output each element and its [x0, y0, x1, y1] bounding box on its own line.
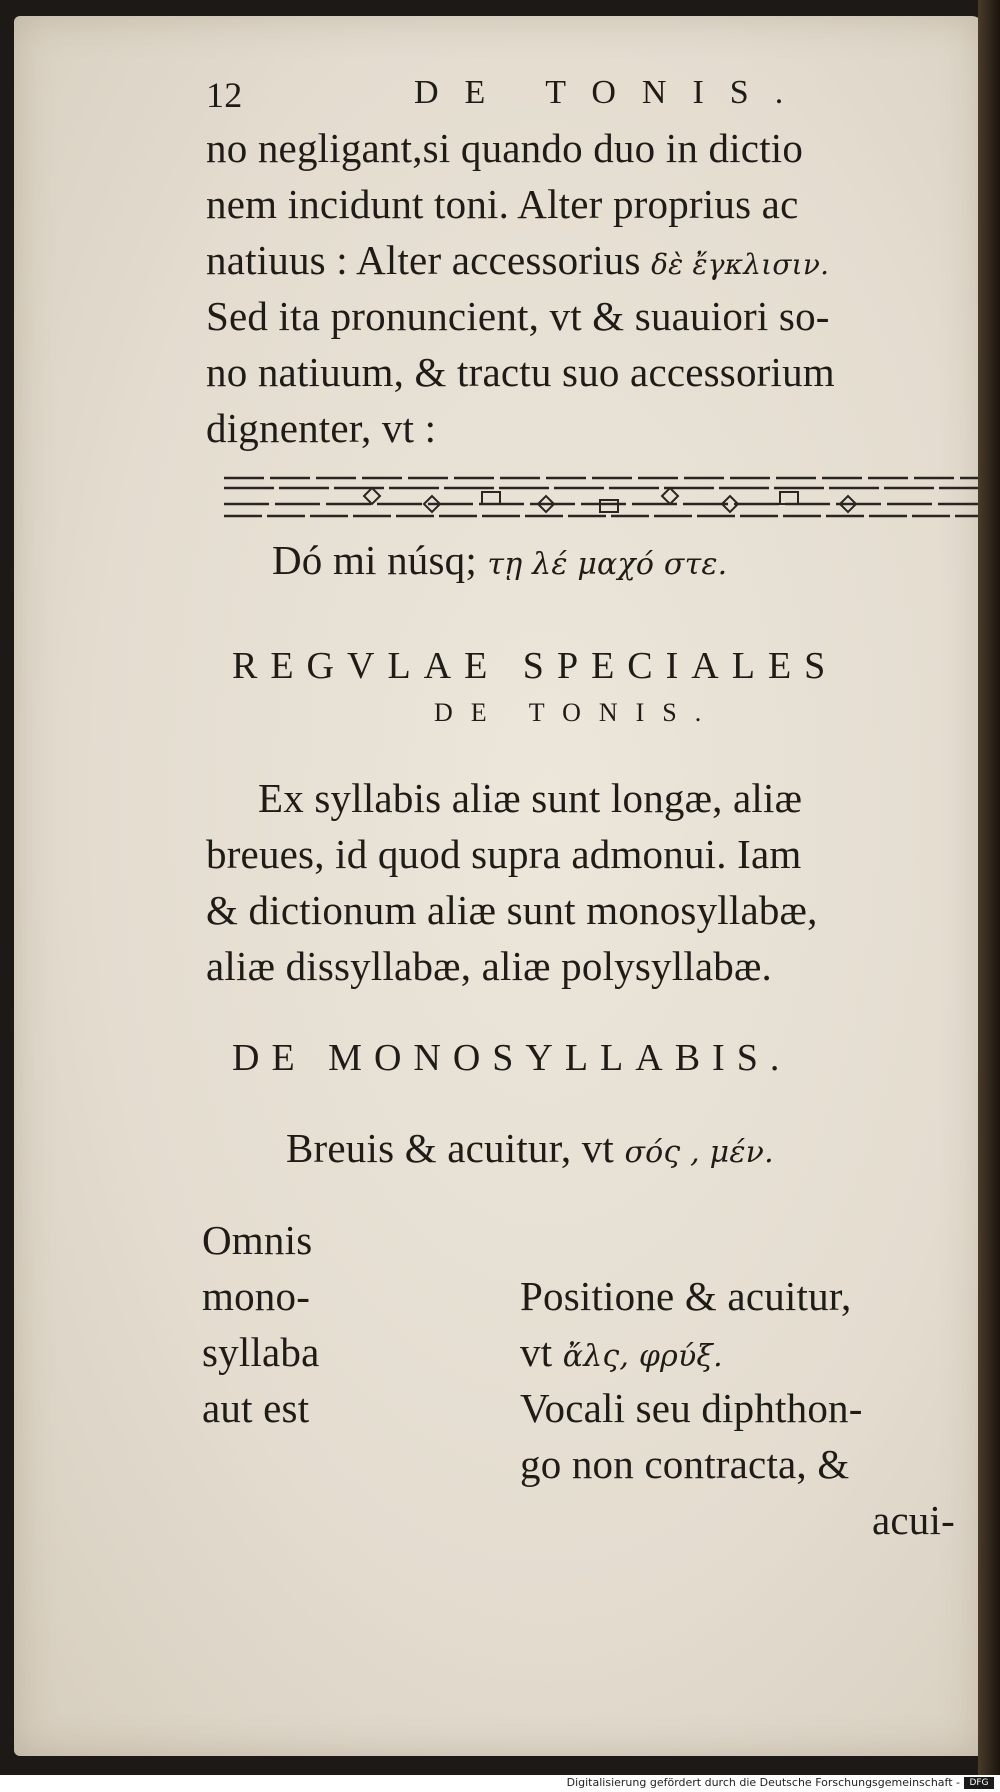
- book-page: [14, 16, 982, 1756]
- left-column-line-3: syllaba: [202, 1329, 320, 1375]
- text-line-1: no negligant,si quando duo in dictio: [206, 125, 804, 171]
- left-column-line-2: mono-: [202, 1273, 311, 1319]
- right-column-line-3: Vocali seu diphthon-: [520, 1385, 863, 1431]
- text-line-3: [206, 236, 829, 284]
- rule-breuis: [286, 1124, 774, 1172]
- section-subheading-de-tonis: DE TONIS.: [434, 698, 720, 727]
- text-line-5: no natiuum, & tractu suo accessorium: [206, 349, 835, 395]
- page-number: 12: [206, 75, 243, 115]
- rule-breuis-greek: σός , μέν.: [624, 1135, 774, 1170]
- music-example-lyrics: [272, 536, 727, 584]
- right-column-line-2-greek: ἄλς, φρύξ.: [562, 1339, 723, 1374]
- paragraph-line-4: aliæ dissyllabæ, aliæ polysyllabæ.: [206, 943, 773, 989]
- right-column-line-1: Positione & acuitur,: [520, 1273, 852, 1319]
- text-line-3-latin: natiuus : Alter accessorius: [206, 237, 641, 283]
- section-heading-monosyllabis: DE MONOSYLLABIS.: [232, 1037, 792, 1079]
- footer-credit: Digitalisierung gefördert durch die Deutsche Forschungsgemeinschaft -: [566, 1776, 960, 1789]
- left-column-line-1: Omnis: [202, 1217, 313, 1263]
- left-column-line-4: aut est: [202, 1385, 310, 1431]
- greek-inline: δὲ ἔγκλισιν.: [651, 248, 830, 281]
- example-greek: τῃ λέ μαχό στε.: [487, 547, 728, 582]
- right-column-line-2-latin: vt: [520, 1329, 553, 1375]
- text-line-4: Sed ita pronuncient, vt & suauiori so-: [206, 293, 830, 339]
- paragraph-line-3: & dictionum aliæ sunt monosyllabæ,: [206, 887, 818, 933]
- music-staff: [224, 474, 984, 526]
- footer-bar: [0, 1775, 1000, 1792]
- rule-breuis-latin: Breuis & acuitur, vt: [286, 1125, 615, 1171]
- book-edge-shadow: [978, 0, 1000, 1775]
- text-line-6: dignenter, vt :: [206, 405, 437, 451]
- example-latin: Dó mi núsq;: [272, 537, 477, 583]
- running-title: DE TONIS.: [414, 74, 810, 111]
- text-line-2: nem incidunt toni. Alter proprius ac: [206, 181, 799, 227]
- right-column-line-4: go non contracta, &: [520, 1441, 850, 1487]
- section-heading-regulae: REGVLAE SPECIALES: [232, 645, 839, 687]
- right-column-line-5: acui-: [872, 1497, 955, 1543]
- paragraph-line-2: breues, id quod supra admonui. Iam: [206, 831, 802, 877]
- dfg-logo: DFG: [964, 1777, 994, 1789]
- right-column-line-2: [520, 1328, 723, 1376]
- paragraph-line-1: Ex syllabis aliæ sunt longæ, aliæ: [258, 775, 803, 821]
